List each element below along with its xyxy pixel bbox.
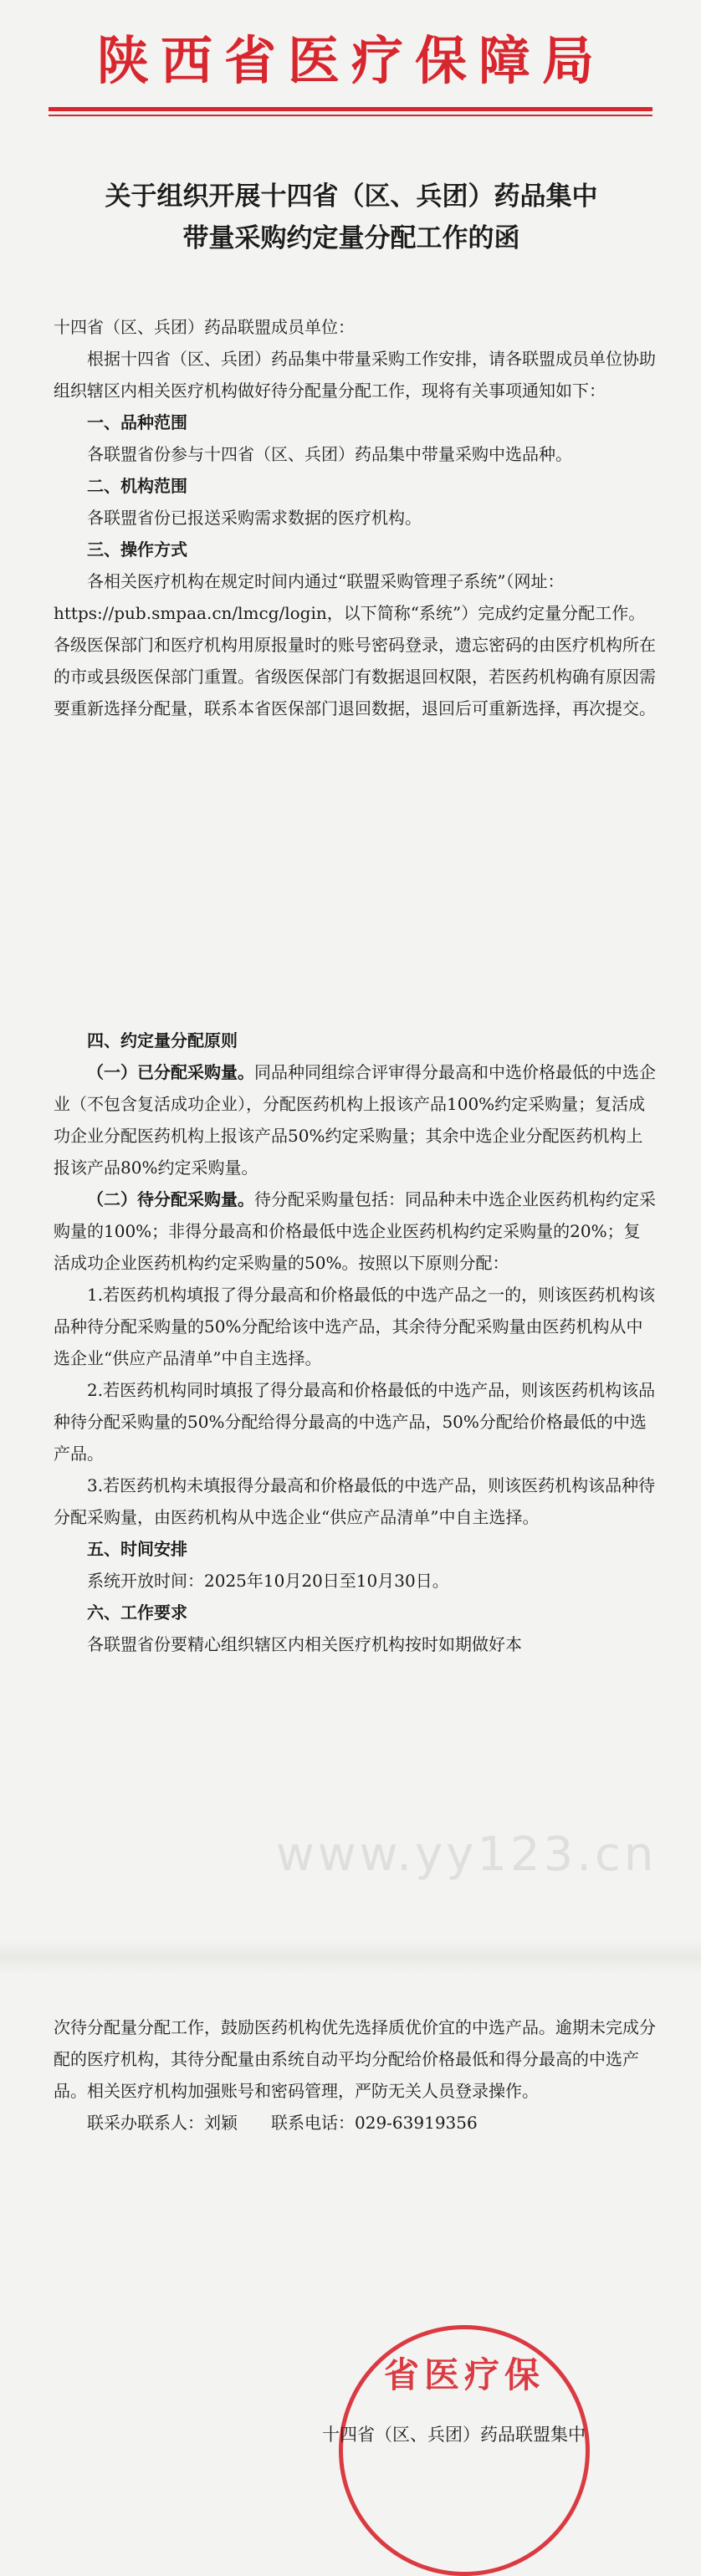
title-line-1: 关于组织开展十四省（区、兵团）药品集中: [105, 181, 598, 212]
title-line-2: 带量采购约定量分配工作的函: [182, 223, 520, 253]
section-4-subhead-2: （二）待分配采购量。: [87, 1189, 254, 1209]
section-4-paragraph-1-text: 同品种同组综合评审得分最高和中选价格最低的中选企业（不包含复活成功企业），分配医药机构上报该产品100%约定采购量；复活成功企业分配医药机构上报该产品50%约定采购量；其余中选企业分配医药机构上报该产品80%约定采购量。: [54, 1062, 656, 1178]
section-2-title: 二、机构范围: [87, 476, 187, 496]
section-4-paragraph-1: [54, 1056, 656, 1183]
seal-text: 省医疗保: [383, 2354, 545, 2395]
section-2-body: 各联盟省份已报送采购需求数据的医疗机构。: [87, 508, 422, 528]
body-part-1: [54, 311, 656, 724]
section-5-body: 系统开放时间：2025年10月20日至10月30日。: [87, 1571, 449, 1591]
contact-line: 联采办联系人：刘颖 联系电话：029-63919356: [87, 2113, 478, 2133]
signature-line: 十四省（区、兵团）药品联盟集中: [322, 2425, 586, 2445]
letterhead-rule-thin: [49, 115, 652, 116]
section-4-paragraph-2: [54, 1183, 656, 1279]
org-name: 陕西省医疗保障局: [96, 30, 606, 91]
section-4-paragraph-2-text: 待分配采购量包括：同品种未中选企业医药机构约定采购量的100%；非得分最高和价格最低中选企业医药机构约定采购量的20%；复活成功企业医药机构约定采购量的50%。按照以下原则分配：: [54, 1189, 656, 1273]
section-6-title: 六、工作要求: [87, 1602, 187, 1623]
section-1-title: 一、品种范围: [87, 412, 187, 432]
section-4-title: 四、约定量分配原则: [87, 1030, 238, 1050]
section-4-rule-1: 1.若医药机构填报了得分最高和价格最低的中选产品之一的，则该医药机构该品种待分配采购量的50%分配给该中选产品，其余待分配采购量由医药机构从中选企业“供应产品清单”中自主选择。: [54, 1285, 656, 1368]
letterhead: [50, 15, 652, 107]
watermark-text: www.yy123.cn: [276, 1827, 658, 1882]
section-1-body: 各联盟省份参与十四省（区、兵团）药品集中带量采购中选品种。: [87, 444, 572, 464]
section-3-title: 三、操作方式: [87, 539, 187, 560]
intro-paragraph: 根据十四省（区、兵团）药品集中带量采购工作安排，请各联盟成员单位协助组织辖区内相关医疗机构做好待分配量分配工作，现将有关事项通知如下：: [54, 349, 656, 401]
section-5-title: 五、时间安排: [87, 1539, 187, 1559]
document-title: [50, 176, 652, 259]
section-6-body-part-2: 次待分配量分配工作，鼓励医药机构优先选择质优价宜的中选产品。逾期未完成分配的医疗机构，其待分配量由系统自动平均分配给价格最低和得分最高的中选产品。相关医疗机构加强账号和密码管理，严防无关人员登录操作。: [54, 2017, 656, 2101]
addressee: 十四省（区、兵团）药品联盟成员单位：: [54, 317, 355, 337]
section-4-rule-2: 2.若医药机构同时填报了得分最高和价格最低的中选产品，则该医药机构该品种待分配采购量的50%分配给得分最高的中选产品，50%分配给价格最低的中选产品。: [54, 1380, 656, 1464]
body-part-3: [54, 2011, 656, 2139]
section-3-body: 各相关医疗机构在规定时间内通过“联盟采购管理子系统”（网址：https://pub.smpaa.cn/lmcg/login，以下简称“系统”）完成约定量分配工作。各级医保部门和医疗机构用原报量时的账号密码登录，遗忘密码的由医疗机构所在的市或县级医保部门重置。省级医保部门有数据退回权限，若医药机构确有原因需要重新选择分配量，联系本省医保部门退回数据，退回后可重新选择，再次提交。: [54, 571, 656, 718]
section-6-body-part-1: 各联盟省份要精心组织辖区内相关医疗机构按时如期做好本: [87, 1634, 522, 1654]
section-4-rule-3: 3.若医药机构未填报得分最高和价格最低的中选产品，则该医药机构该品种待分配采购量，由医药机构从中选企业“供应产品清单”中自主选择。: [54, 1475, 656, 1527]
letterhead-rule-thick: [49, 107, 652, 111]
official-seal: [339, 2325, 590, 2576]
body-part-2: [54, 1025, 656, 1660]
section-4-subhead-1: （一）已分配采购量。: [87, 1062, 254, 1082]
page-break: [0, 1940, 701, 1974]
